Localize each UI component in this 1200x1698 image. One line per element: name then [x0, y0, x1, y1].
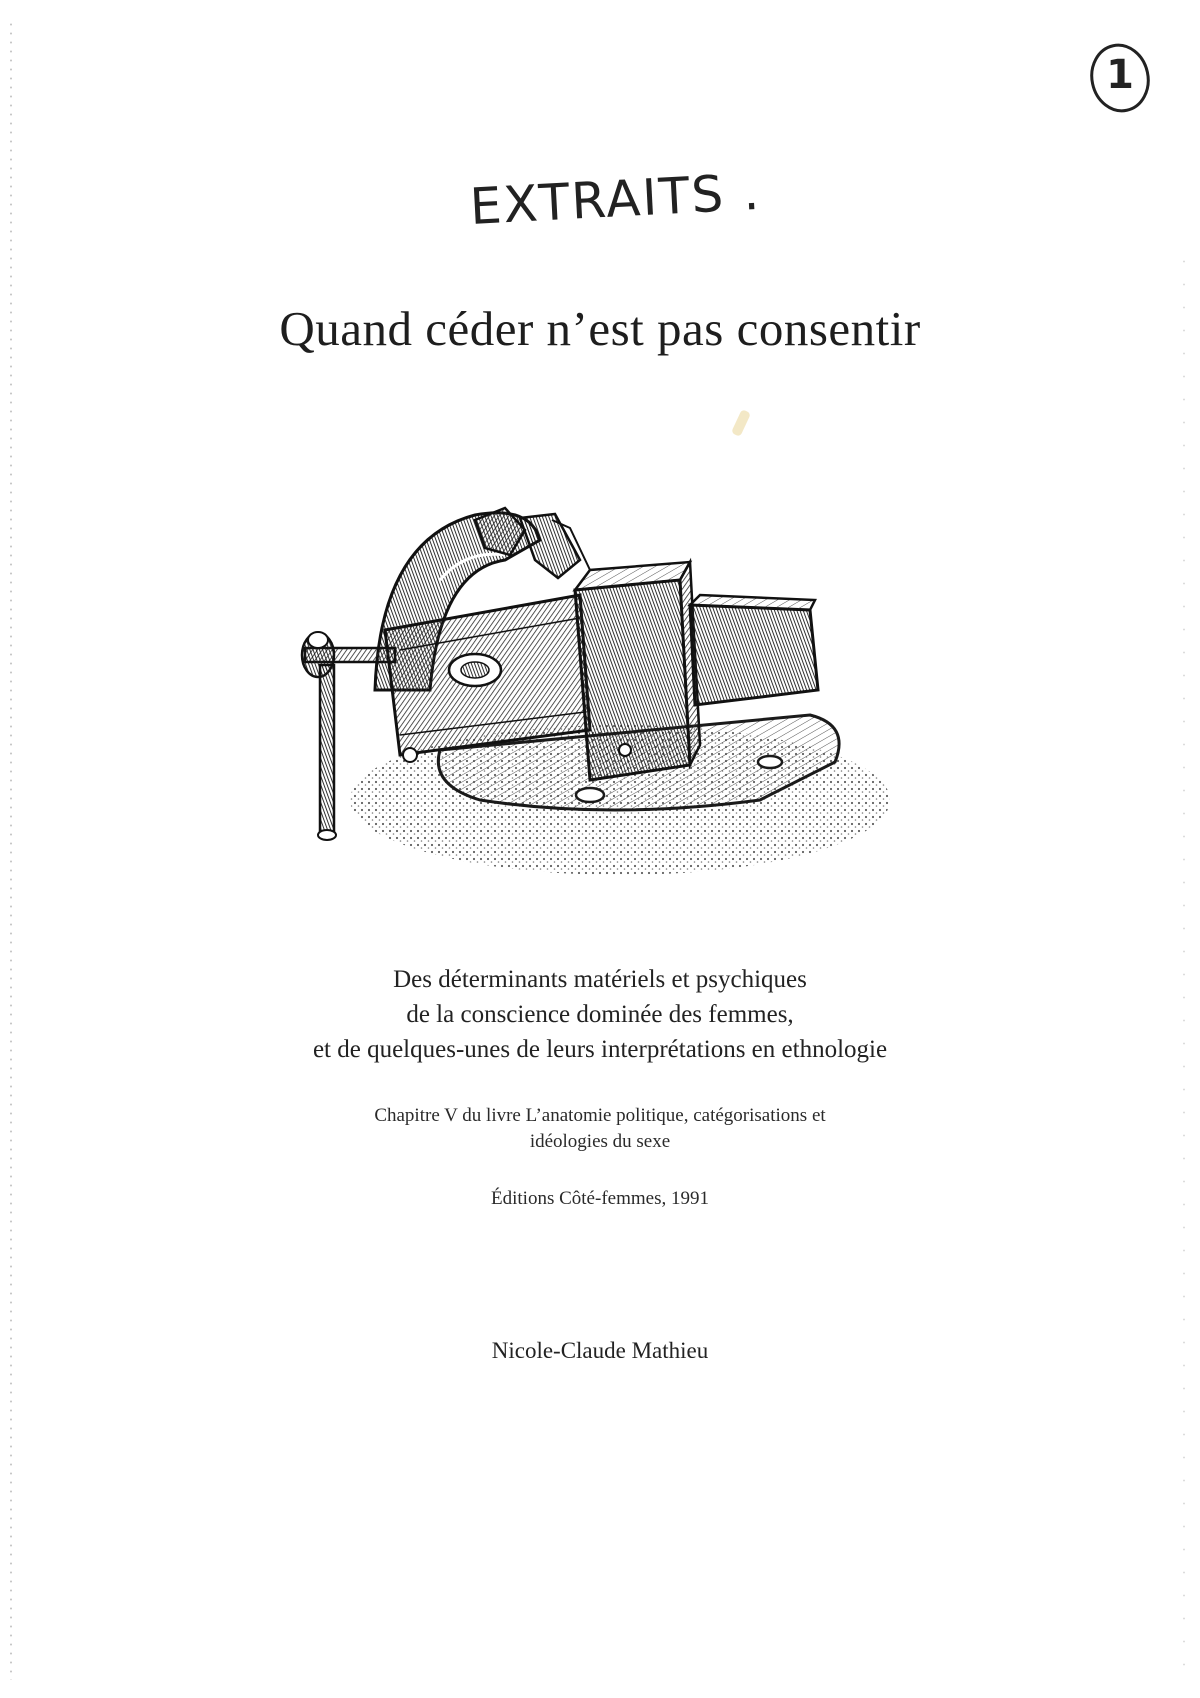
handwritten-note: EXTRAITS . [468, 162, 763, 236]
chapter-line: idéologies du sexe [529, 1131, 671, 1152]
chapter-reference [0, 1103, 1200, 1155]
bench-vise-icon [290, 500, 910, 900]
page-number-circled [1086, 38, 1158, 118]
document-title: Quand céder n’est pas consentir [279, 301, 921, 356]
scan-binding-edge [8, 20, 14, 1680]
subtitle-line: de la conscience dominée des femmes, [406, 1001, 794, 1028]
author-name: Nicole-Claude Mathieu [491, 1338, 709, 1363]
subtitle-line: Des déterminants matériels et psychiques [393, 966, 807, 993]
chapter-line: Chapitre V du livre L’anatomie politique, catégorisations et [374, 1105, 826, 1126]
edition-info: Éditions Côté-femmes, 1991 [491, 1188, 709, 1209]
document-subtitle [0, 962, 1200, 1067]
page-number: 1 [1106, 52, 1134, 98]
scan-right-edge [1182, 250, 1186, 1670]
paper-smudge [731, 409, 751, 437]
subtitle-line: et de quelques-unes de leurs interprétations en ethnologie [312, 1036, 888, 1063]
